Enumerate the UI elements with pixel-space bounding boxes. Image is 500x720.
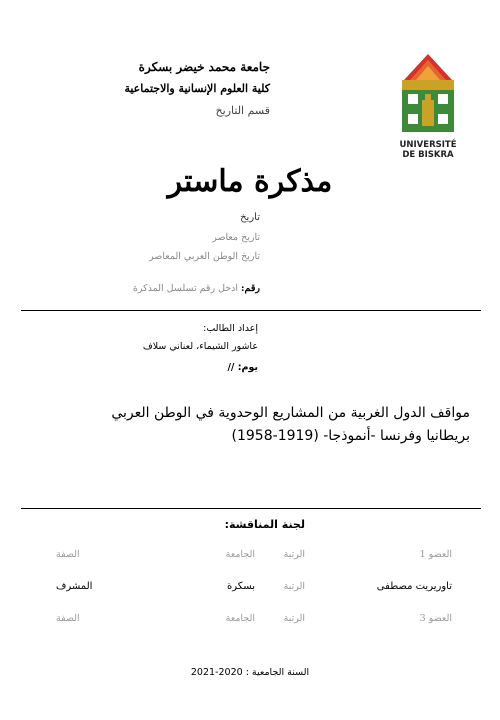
logo-text-line2: DE BISKRA: [402, 150, 454, 160]
specialty-label: تاريخ معاصر: [212, 232, 260, 243]
field-label: تاريخ: [240, 212, 260, 223]
logo-text-line1: UNIVERSITÉ: [399, 140, 457, 150]
thesis-number-line: [133, 283, 260, 294]
jury-member-institution: بسكرة: [227, 581, 255, 592]
divider-bottom: [21, 508, 481, 509]
faculty-name: كلية العلوم الإنسانية والاجتماعية: [124, 82, 270, 95]
jury-member-rank: الرتبة: [283, 581, 305, 592]
jury-member-role: المشرف: [56, 581, 93, 592]
academic-year: السنة الجامعية : 2020-2021: [190, 667, 310, 678]
jury-member-name: العضو 1: [419, 549, 452, 560]
student-names: عاشور الشيماء، لعناني سلاف: [142, 341, 258, 352]
defense-date: يوم: //: [227, 362, 258, 373]
jury-member-rank: الرتبة: [283, 549, 305, 560]
jury-member-rank: الرتبة: [283, 613, 305, 624]
divider-top: [21, 310, 481, 311]
jury-member-role: الصفة: [56, 613, 80, 624]
biskra-logo-icon: [396, 50, 460, 138]
department-name: قسم التاريخ: [215, 104, 270, 117]
prepared-by-label: إعداد الطالب:: [203, 323, 258, 334]
jury-member-institution: الجامعة: [225, 549, 255, 560]
university-logo-mark: [396, 50, 460, 142]
document-title: مذكرة ماستر: [167, 164, 333, 199]
jury-member-institution: الجامعة: [225, 613, 255, 624]
jury-member-name: تاوريريت مصطفى: [376, 581, 452, 592]
jury-member-name: العضو 3: [419, 613, 452, 624]
thesis-title-line2: بريطانيا وفرنسا -أنموذجا- (1919-1958): [231, 428, 470, 444]
jury-member-role: الصفة: [56, 549, 80, 560]
subspecialty-label: تاريخ الوطن العربي المعاصر: [149, 251, 260, 262]
university-name: جامعة محمد خيضر بسكرة: [138, 60, 270, 74]
jury-heading: لجنة المناقشة:: [224, 518, 305, 531]
thesis-number-label: رقم:: [241, 283, 260, 294]
thesis-number-value: ادخل رقم تسلسل المذكرة: [132, 283, 242, 294]
thesis-title-line1: مواقف الدول الغربية من المشاريع الوحدوية في الوطن العربي: [111, 405, 470, 421]
